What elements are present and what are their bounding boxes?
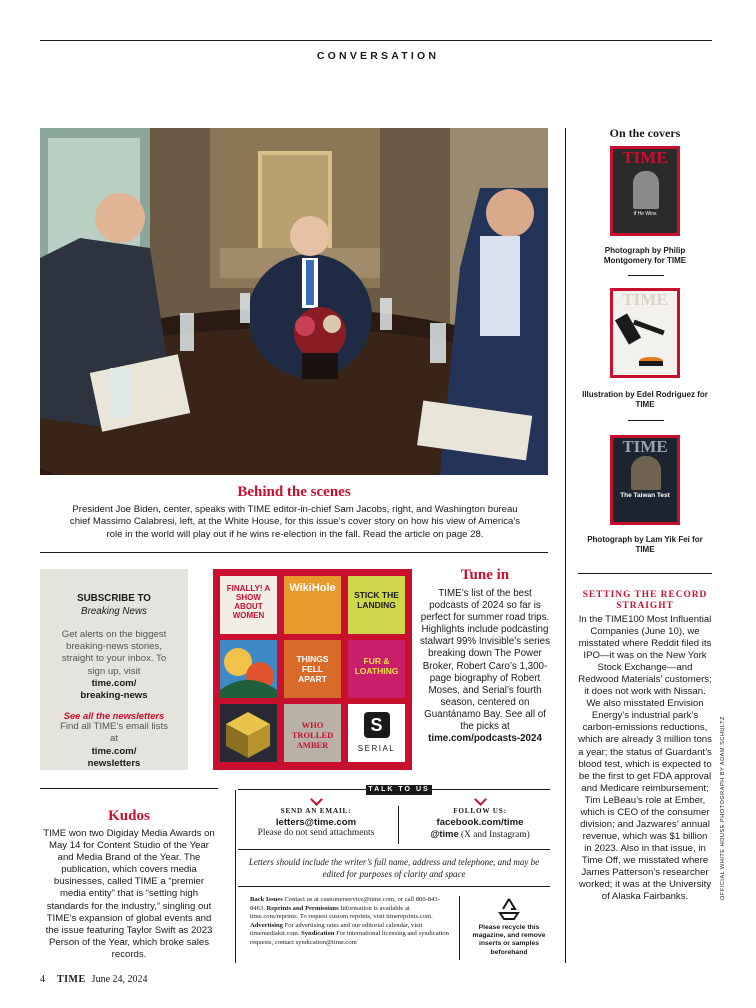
podcast-tile bbox=[284, 640, 341, 698]
fine-print bbox=[250, 896, 450, 948]
tune-in-text: TIME’s list of the best podcasts of 2024 so far is perfect for summer road trips. Highlights include podcasting stalwart 99% Invisible’s series breaking down The Power Broker, Robert Caro’s 1,300-page biography of Robert Moses, and Serial’s fourth season, centered on Guantánamo Bay. See all of the picks at bbox=[420, 588, 550, 733]
footer-brand: TIME bbox=[57, 974, 86, 985]
fine-print-divider bbox=[459, 896, 460, 960]
talk-mid-rule bbox=[238, 849, 550, 850]
isometric-building-art bbox=[220, 704, 277, 762]
syndication-label: Syndication bbox=[301, 930, 335, 938]
podcast-grid bbox=[213, 569, 412, 770]
twitter-handle[interactable]: @time bbox=[430, 828, 459, 839]
cover-thumbnail-1 bbox=[610, 146, 680, 236]
kudos-heading: Kudos bbox=[108, 808, 150, 824]
reprints-text: Information is available at time.com/reprints. To request custom reprints, visit timereprints.com. bbox=[250, 904, 433, 921]
photo-bottom-rule bbox=[40, 552, 548, 553]
talk-bottom-rule bbox=[238, 886, 550, 887]
cover-text: If He Wins bbox=[633, 211, 657, 217]
podcast-title: THINGS FELL APART bbox=[296, 654, 329, 684]
facebook-link[interactable]: facebook.com/time bbox=[436, 817, 524, 828]
covers-title: On the covers bbox=[609, 126, 681, 140]
podcast-tile bbox=[220, 640, 277, 698]
cover-text: The Taiwan Test bbox=[620, 492, 670, 499]
email-note: Please do not send attachments bbox=[257, 828, 375, 838]
podcast-tile bbox=[348, 640, 405, 698]
sidebar-rule bbox=[578, 573, 712, 574]
podcast-tile bbox=[348, 704, 405, 762]
email-block bbox=[238, 806, 394, 839]
social-line bbox=[402, 828, 558, 841]
behind-scenes-heading: Behind the scenes bbox=[237, 484, 351, 500]
back-issues-label: Back Issues bbox=[250, 896, 283, 903]
letters-note: Letters should include the writer’s full name, address and telephone, and may be edited for purposes of clarity and space bbox=[248, 857, 540, 879]
cover-masthead: TIME bbox=[622, 290, 668, 309]
tune-in-link[interactable]: time.com/podcasts-2024 bbox=[428, 733, 542, 745]
podcast-tile bbox=[348, 576, 405, 634]
podcast-title: FUR & LOATHING bbox=[354, 656, 399, 676]
twitter-note: (X and Instagram) bbox=[458, 830, 530, 840]
recycle-icon bbox=[496, 897, 522, 921]
back-issues-text: Contact us at customerservice@time.com, or call 800-843-8463. bbox=[250, 896, 440, 912]
chevron-down-icon bbox=[474, 793, 487, 806]
recycle-text: Please recycle this magazine, and remove inserts or samples beforehand bbox=[472, 924, 546, 956]
kudos-divider bbox=[235, 790, 236, 963]
advertising-text: For advertising rates and our editorial calendar, visit timemediakit.com. bbox=[250, 921, 423, 938]
sidebar-divider bbox=[565, 128, 566, 963]
subscribe-link[interactable]: time.com/ breaking-news bbox=[80, 677, 148, 702]
podcast-tile bbox=[220, 576, 277, 634]
podcast-tile bbox=[284, 576, 341, 634]
cover-masthead: TIME bbox=[622, 148, 668, 167]
subscribe-panel bbox=[40, 569, 188, 770]
tune-in-body bbox=[418, 588, 552, 745]
cover-portrait bbox=[633, 171, 659, 209]
podcast-title: WHO TROLLED AMBER bbox=[291, 720, 334, 750]
top-rule bbox=[40, 40, 712, 41]
newsletters-body bbox=[40, 721, 188, 770]
cover-thumbnail-3 bbox=[610, 435, 680, 525]
advertising-label: Advertising bbox=[250, 921, 283, 929]
talk-to-us-badge: TALK TO US bbox=[366, 785, 432, 795]
page-footer bbox=[40, 974, 148, 985]
page-number: 4 bbox=[40, 974, 45, 985]
podcast-title: WikiHole bbox=[289, 582, 336, 594]
podcast-tile bbox=[284, 704, 341, 762]
newsletters-link[interactable]: See all the newsletters bbox=[63, 710, 165, 722]
behind-scenes-photo bbox=[40, 128, 548, 475]
cover-masthead: TIME bbox=[622, 437, 668, 456]
recycle-block bbox=[468, 897, 550, 957]
newsletters-text: Find all TIME’s email lists at bbox=[60, 721, 168, 745]
tune-in-heading: Tune in bbox=[460, 567, 510, 583]
podcast-title: STICK THE LANDING bbox=[354, 590, 399, 610]
syndication-text: For international licensing and syndication requests, contact syndication@time.com bbox=[250, 930, 449, 946]
podcast-tile bbox=[220, 704, 277, 762]
cover-credit-3: Photograph by Lam Yik Fei for TIME bbox=[587, 535, 703, 554]
record-heading: SETTING THE RECORD STRAIGHT bbox=[582, 590, 708, 611]
follow-label: FOLLOW US: bbox=[453, 807, 507, 815]
podcast-title: SERIAL bbox=[357, 744, 396, 753]
cover-credit-1: Photograph by Philip Montgomery for TIME bbox=[603, 246, 687, 265]
subscribe-body bbox=[40, 629, 188, 702]
subscribe-subheading: Breaking News bbox=[81, 606, 147, 617]
subscribe-text: Get alerts on the biggest breaking-news stories, straight to your inbox. To sign up, visit bbox=[61, 629, 167, 677]
serial-logo-icon: S bbox=[364, 712, 390, 738]
email-label: SEND AN EMAIL: bbox=[280, 807, 352, 815]
kudos-body: TIME won two Digiday Media Awards on May 14 for Content Studio of the Year and Media Brand of the Year. The publication, which covers media businesses, called TIME a “premier media entity” that is “setting high standards for the industry,” singling out TIME’s expansion of global events and the issue featuring Taylor Swift as 2023 Person of the Year, which broke sales records. bbox=[43, 828, 215, 960]
newsletters-url[interactable]: time.com/ newsletters bbox=[87, 745, 141, 769]
record-body: In the TIME100 Most Influential Companies (June 10), we misstated where Reddit filed its IPO—it was on the New York Stock Exchange—and Redwood Materials’ customers; it does not work with Nissan. We also misstated Envision Energy’s industrial park’s carbon-emissions reductions, which are already 3 million tons a year; the status of Guardant’s blood test, which is expected to be the first to get FDA approval and Medicare reimbursement; Tim LeBeau’s role at Ember, which is CEO of the consumer division; and Jazwares’ annual revenue, which was $1 billion in 2023. Also in that issue, in Time Off, we misstated where James Patterson’s researcher worked; it was at the University of Alaska Fairbanks. bbox=[578, 614, 712, 903]
section-title: CONVERSATION bbox=[316, 50, 440, 62]
chevron-down-icon bbox=[310, 793, 323, 806]
cover-separator bbox=[628, 420, 664, 421]
talk-divider bbox=[398, 806, 399, 844]
cover-portrait bbox=[631, 456, 661, 490]
photo-credit-vertical: OFFICIAL WHITE HOUSE PHOTOGRAPH BY ADAM SCHULTZ bbox=[720, 716, 726, 900]
abstract-faces-art bbox=[220, 640, 277, 698]
cover-credit-2: Illustration by Edel Rodriguez for TIME bbox=[582, 390, 708, 409]
cover-separator bbox=[628, 275, 664, 276]
behind-scenes-caption: President Joe Biden, center, speaks with TIME editor-in-chief Sam Jacobs, right, and Washington bureau chief Massimo Calabresi, left, at the White House, for this issue’s cover story on how his view of America’s role in the world will play out if he wins re-election in the fall. Read the article on page 28. bbox=[69, 504, 521, 540]
reprints-label: Reprints and Permissions bbox=[266, 904, 339, 912]
kudos-top-rule bbox=[40, 788, 218, 789]
gavel-icon bbox=[613, 291, 677, 375]
email-address[interactable]: letters@time.com bbox=[275, 817, 357, 828]
cover-thumbnail-2 bbox=[610, 288, 680, 378]
issue-date: June 24, 2024 bbox=[91, 974, 148, 985]
subscribe-heading: SUBSCRIBE TO bbox=[77, 593, 151, 604]
follow-block bbox=[402, 806, 558, 841]
podcast-title: FINALLY! A SHOW ABOUT WOMEN bbox=[226, 584, 271, 620]
